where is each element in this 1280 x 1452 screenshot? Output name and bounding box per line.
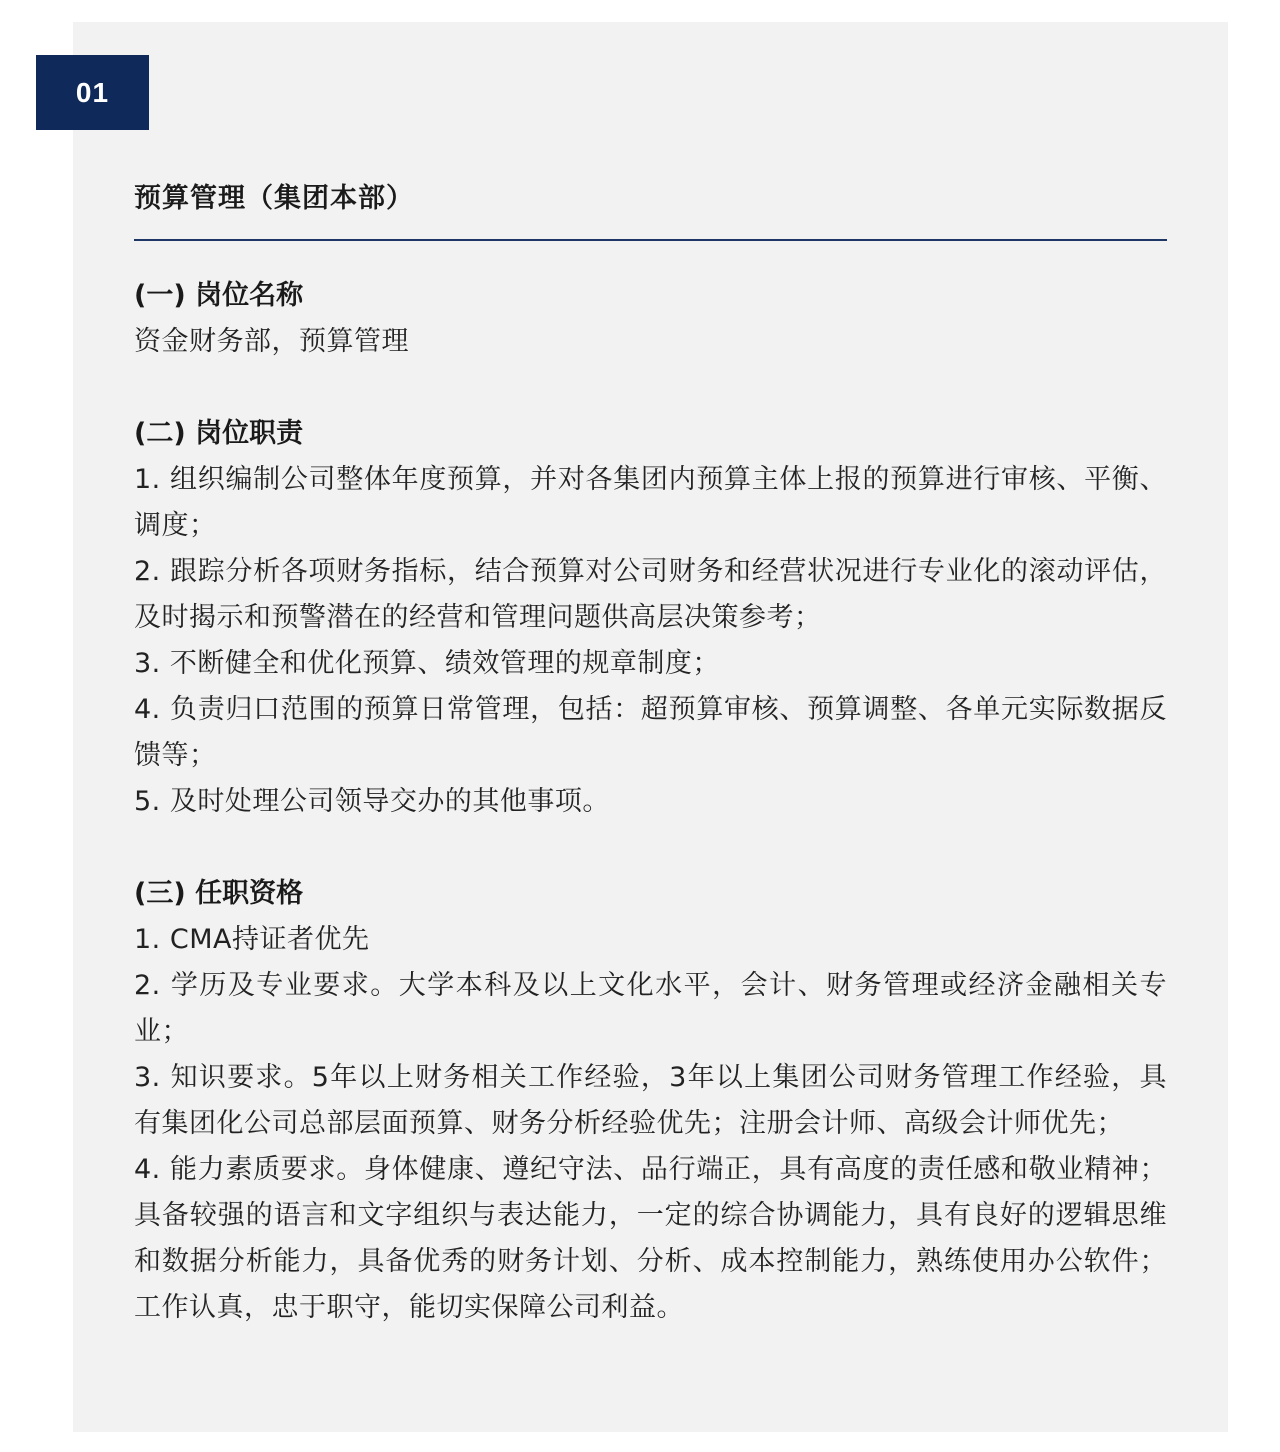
qualification-item: 3. 知识要求。5年以上财务相关工作经验，3年以上集团公司财务管理工作经验，具有集团化公司总部层面预算、财务分析经验优先；注册会计师、高级会计师优先； (134, 1062, 1167, 1139)
qualification-item: 2. 学历及专业要求。大学本科及以上文化水平，会计、财务管理或经济金融相关专业； (134, 970, 1167, 1047)
qualification-item: 1. CMA持证者优先 (134, 924, 370, 955)
duty-item: 3. 不断健全和优化预算、绩效管理的规章制度； (134, 648, 720, 679)
duty-item: 2. 跟踪分析各项财务指标，结合预算对公司财务和经营状况进行专业化的滚动评估，及时揭示和预警潜在的经营和管理问题供高层决策参考； (134, 556, 1167, 633)
duty-item: 4. 负责归口范围的预算日常管理，包括：超预算审核、预算调整、各单元实际数据反馈等； (134, 694, 1167, 771)
title-divider (134, 239, 1167, 241)
section-heading: (二) 岗位职责 (134, 418, 304, 449)
section-heading: (三) 任职资格 (134, 878, 304, 909)
section-position-name (134, 273, 1167, 365)
section-qualifications (134, 871, 1167, 1331)
section-number-badge: 01 (36, 55, 149, 130)
duty-item: 1. 组织编制公司整体年度预算，并对各集团内预算主体上报的预算进行审核、平衡、调度； (134, 464, 1167, 541)
section-heading: (一) 岗位名称 (134, 280, 304, 311)
job-content (134, 175, 1167, 1331)
section-duties (134, 411, 1167, 825)
duty-item: 5. 及时处理公司领导交办的其他事项。 (134, 786, 610, 817)
position-name-text: 资金财务部，预算管理 (134, 326, 409, 357)
qualification-item: 4. 能力素质要求。身体健康、遵纪守法、品行端正，具有高度的责任感和敬业精神；具备较强的语言和文字组织与表达能力，一定的综合协调能力，具有良好的逻辑思维和数据分析能力，具备优秀的财务计划、分析、成本控制能力，熟练使用办公软件；工作认真，忠于职守，能切实保障公司利益。 (134, 1154, 1167, 1323)
page-title: 预算管理（集团本部） (134, 183, 414, 214)
